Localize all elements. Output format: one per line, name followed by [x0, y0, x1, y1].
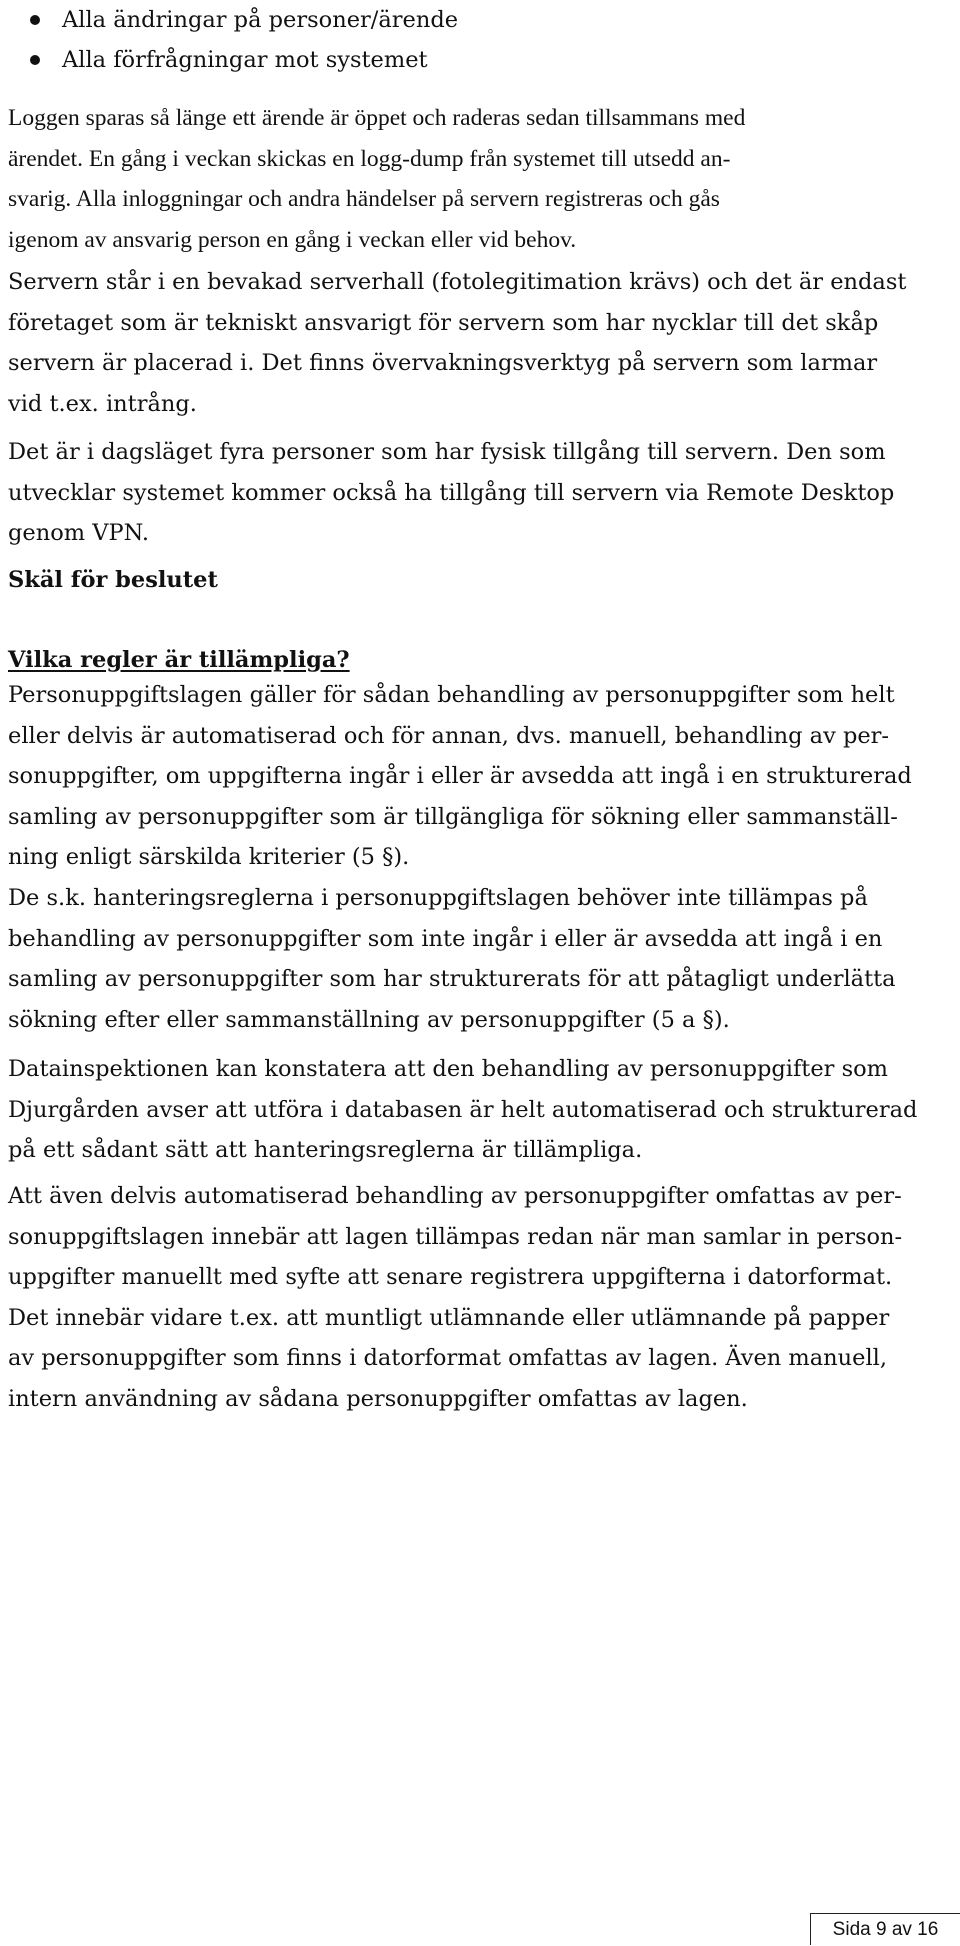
text-line: ärendet. En gång i veckan skickas en logg-dump från systemet till utsedd an- — [8, 145, 731, 172]
text-line: Det är i dagsläget fyra personer som har fysisk tillgång till servern. Den som — [8, 439, 886, 465]
text-line: ning enligt särskilda kriterier (5 §). — [8, 844, 410, 870]
text-line: vid t.ex. intrång. — [8, 390, 197, 417]
text-line: av personuppgifter som finns i datorformat omfattas av lagen. Även manuell, — [8, 1345, 887, 1371]
text-line: företaget som är tekniskt ansvarigt för servern som har nycklar till det skåp — [8, 309, 879, 336]
text-line: Att även delvis automatiserad behandling av personuppgifter omfattas av per- — [8, 1183, 902, 1209]
text-line: svarig. Alla inloggningar och andra händelser på servern registreras och gås — [8, 186, 720, 212]
text-line: servern är placerad i. Det finns övervakningsverktyg på servern som larmar — [8, 350, 878, 376]
paragraph-server-access — [8, 432, 958, 554]
bullet-list — [0, 0, 960, 80]
text-line: samling av personuppgifter som är tillgängliga för sökning eller sammanställ- — [8, 803, 898, 830]
text-line: genom VPN. — [8, 520, 150, 546]
text-line: intern användning av sådana personuppgifter omfattas av lagen. — [8, 1385, 748, 1412]
section-heading: Skäl för beslutet — [8, 567, 218, 593]
text-line: behandling av personuppgifter som inte ingår i eller är avsedda att ingå i en — [8, 925, 883, 952]
text-line: Djurgården avser att utföra i databasen är helt automatiserad och strukturerad — [8, 1096, 918, 1123]
text-line: Personuppgiftslagen gäller för sådan behandling av personuppgifter som helt — [8, 682, 895, 708]
text-line: De s.k. hanteringsreglerna i personuppgiftslagen behöver inte tillämpas på — [8, 885, 868, 911]
text-line: igenom av ansvarig person en gång i veckan eller vid behov. — [8, 226, 577, 253]
paragraph-datainspektionen — [8, 1049, 958, 1171]
text-line: Servern står i en bevakad serverhall (fotolegitimation krävs) och det är endast — [8, 269, 907, 295]
text-line: samling av personuppgifter som har strukturerats för att påtagligt underlätta — [8, 966, 896, 992]
page-number: Sida 9 av 16 — [810, 1913, 960, 1945]
paragraph-server-security — [8, 262, 958, 424]
paragraph-pul-scope — [8, 675, 958, 878]
section-subheading: Vilka regler är tillämpliga? — [8, 647, 350, 673]
text-line: Datainspektionen kan konstatera att den behandling av personuppgifter som — [8, 1056, 888, 1082]
text-line: utvecklar systemet kommer också ha tillgång till servern via Remote Desktop — [8, 479, 895, 506]
text-line: på ett sådant sätt att hanteringsreglerna är tillämpliga. — [8, 1137, 643, 1163]
paragraph-partial-automation — [8, 1176, 958, 1419]
text-line: Det innebär vidare t.ex. att muntligt utlämnande eller utlämnande på papper — [8, 1304, 890, 1331]
text-line: sökning efter eller sammanställning av personuppgifter (5 a §). — [8, 1006, 730, 1033]
text-line: eller delvis är automatiserad och för annan, dvs. manuell, behandling av per- — [8, 722, 890, 749]
text-line: Loggen sparas så länge ett ärende är öppet och raderas sedan tillsammans med — [8, 105, 746, 131]
bullet-item: Alla ändringar på personer/ärende — [0, 0, 960, 40]
text-line: sonuppgifter, om uppgifterna ingår i eller är avsedda att ingå i en strukturerad — [8, 763, 912, 789]
bullet-item: Alla förfrågningar mot systemet — [0, 40, 960, 80]
paragraph-log-retention — [8, 98, 958, 260]
text-line: sonuppgiftslagen innebär att lagen tillämpas redan när man samlar in person- — [8, 1223, 903, 1250]
paragraph-handling-rules — [8, 878, 958, 1040]
text-line: uppgifter manuellt med syfte att senare registrera uppgifterna i datorformat. — [8, 1264, 893, 1290]
